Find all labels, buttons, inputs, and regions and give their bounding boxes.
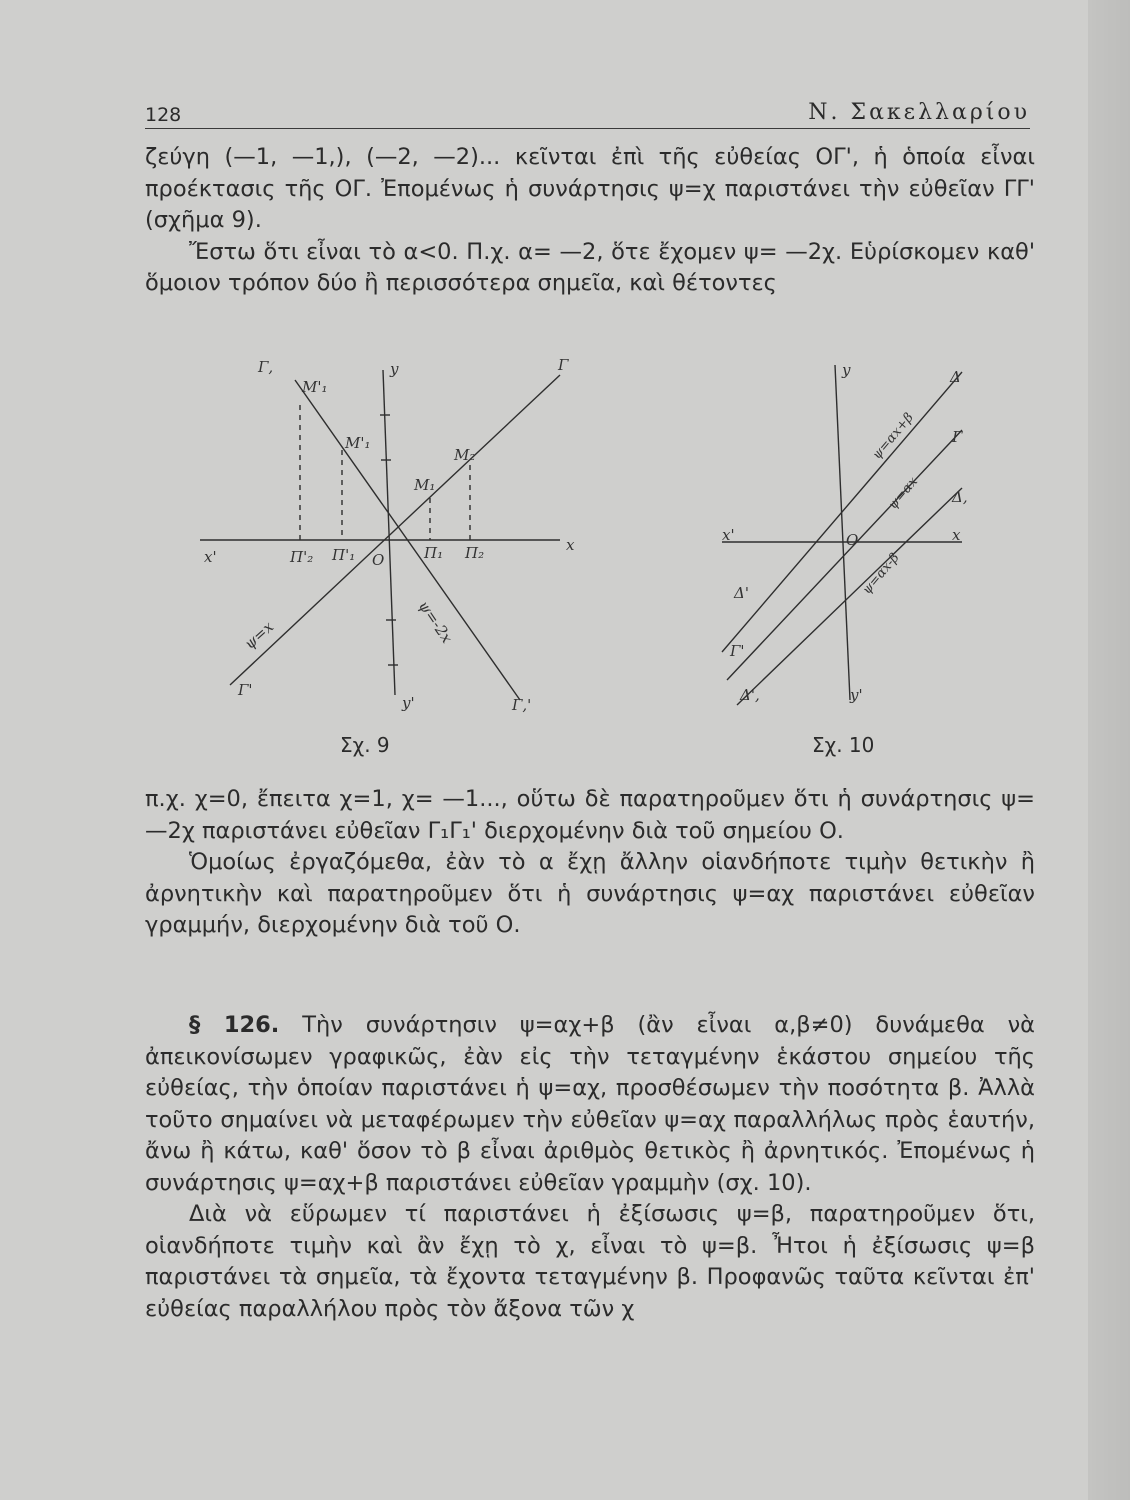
label-line-ax-minus-b: ψ=αx-β xyxy=(859,550,903,598)
label-origin: O xyxy=(846,531,859,549)
label-m1prime: Μ'₁ xyxy=(345,434,371,452)
label-gamma1-prime: Γ,' xyxy=(512,696,532,714)
label-x: x xyxy=(952,526,961,544)
figure-10-caption: Σχ. 10 xyxy=(812,733,875,757)
line-psi-x xyxy=(230,375,560,685)
label-delta-prime: Δ' xyxy=(734,584,749,602)
paragraph: ζεύγη (—1, —1,), (—2, —2)... κεῖνται ἐπὶ τῆς εὐθείας ΟΓ', ἡ ὁποία εἶναι προέκτασις τῆς ΟΓ. Ἐπομένως ἡ συνάρτησις ψ=χ παριστάνει τὴν εὐθεῖαν ΓΓ' (σχῆμα 9). xyxy=(145,144,1035,233)
section-number: § 126. xyxy=(189,1012,280,1038)
figure-10-diagram xyxy=(712,350,982,720)
label-y: y xyxy=(390,360,399,378)
label-x: x xyxy=(566,536,575,554)
label-x-prime: x' xyxy=(722,526,735,544)
line-ax-plus-b xyxy=(722,372,962,652)
label-p1-prime: Π'₁ xyxy=(332,546,356,564)
page-number: 128 xyxy=(145,104,182,126)
label-m2: Μ₂ xyxy=(454,446,476,464)
section-text: Τὴν συνάρτησιν ψ=αχ+β (ἂν εἶναι α,β≠0) δυνάμεθα νὰ ἀπεικονίσωμεν γραφικῶς, ἐὰν εἰς τὴν τεταγμένην ἑκάστου σημείου τῆς εὐθείας, τὴν ὁποίαν παριστάνει ἡ ψ=αχ, προσθέσωμεν τὴν ποσότητα β. Ἀλλὰ τοῦτο σημαίνει νὰ μεταφέρωμεν τὴν εὐθεῖαν ψ=αχ παραλλήλως πρὸς ἑαυτήν, ἄνω ἢ κάτω, καθ' ὅσον τὸ β εἶναι ἀριθμὸς θετικὸς ἢ ἀρνητικός. Ἐπομένως ἡ συνάρτησις ψ=αχ+β παριστάνει εὐθεῖαν γραμμὴν (σχ. 10). xyxy=(145,1012,1035,1196)
label-p1: Π₁ xyxy=(424,544,444,562)
section-126-paragraph xyxy=(145,1010,1035,1199)
label-delta1: Δ, xyxy=(952,488,968,506)
text-block-middle xyxy=(145,784,1035,942)
figure-9-diagram xyxy=(190,350,590,720)
paragraph: π.χ. χ=0, ἔπειτα χ=1, χ= —1..., οὕτω δὲ παρατηροῦμεν ὅτι ἡ συνάρτησις ψ= —2χ παριστάνει εὐθεῖαν Γ₁Γ₁' διερχομένην διὰ τοῦ σημείου Ο. xyxy=(145,786,1035,844)
figure-9-caption: Σχ. 9 xyxy=(340,733,390,757)
line-ax-minus-b xyxy=(737,488,962,705)
running-head: Ν. Σακελλαρίου xyxy=(808,100,1030,125)
label-x-prime: x' xyxy=(204,548,217,566)
label-m1: Μ₁ xyxy=(414,476,436,494)
label-origin: O xyxy=(372,551,385,569)
label-m1prime-top: Μ'₁ xyxy=(302,378,328,396)
label-p2: Π₂ xyxy=(465,544,485,562)
text-block-top xyxy=(145,142,1035,300)
label-line-ax-plus-b: ψ=αx+β xyxy=(869,410,917,463)
label-y-prime: y' xyxy=(850,686,863,704)
label-gamma-top-right: Γ xyxy=(558,356,569,374)
label-line-psi-x: ψ=x xyxy=(240,617,278,653)
paragraph: Διὰ νὰ εὕρωμεν τί παριστάνει ἡ ἐξίσωσις ψ=β, παρατηροῦμεν ὅτι, οἱανδήποτε τιμὴν καὶ ἂν ἔχῃ τὸ χ, εἶναι τὸ ψ=β. Ἦτοι ἡ ἐξίσωσις ψ=β παριστάνει τὰ σημεῖα, τὰ ἔχοντα τεταγμένην β. Προφανῶς ταῦτα κεῖνται ἐπ' εὐθείας παραλλήλου πρὸς τὸν ἄξονα τῶν χ xyxy=(145,1201,1035,1322)
page-edge xyxy=(1088,0,1130,1500)
label-y: y xyxy=(842,361,851,379)
label-line-psi-minus-2x: ψ=-2x xyxy=(414,597,457,647)
figure-9 xyxy=(190,350,590,720)
label-p2-prime: Π'₂ xyxy=(290,548,314,566)
label-line-ax: ψ=αx xyxy=(885,474,921,513)
label-delta1-prime: Δ', xyxy=(740,686,760,704)
label-gamma-prime-bottom-left: Γ' xyxy=(238,681,253,699)
label-gamma-prime: Γ' xyxy=(730,642,745,660)
label-delta: Δ xyxy=(950,368,961,386)
text-block-bottom xyxy=(145,1010,1035,1325)
label-gamma-top-left: Γ, xyxy=(258,358,274,376)
page-header xyxy=(145,98,1030,129)
line-ax xyxy=(727,430,962,680)
label-y-prime: y' xyxy=(402,694,415,712)
paragraph: Ὁμοίως ἐργαζόμεθα, ἐὰν τὸ α ἔχῃ ἄλλην οἱανδήποτε τιμὴν θετικὴν ἢ ἀρνητικὴν καὶ παρατηροῦμεν ὅτι ἡ συνάρτησις ψ=αχ παριστάνει εὐθεῖαν γραμμήν, διερχομένην διὰ τοῦ Ο. xyxy=(145,849,1035,938)
figure-10 xyxy=(712,350,982,720)
label-gamma: Γ xyxy=(952,428,963,446)
paragraph: Ἔστω ὅτι εἶναι τὸ α<0. Π.χ. α= —2, ὅτε ἔχομεν ψ= —2χ. Εὑρίσκομεν καθ' ὅμοιον τρόπον δύο ἢ περισσότερα σημεῖα, καὶ θέτοντες xyxy=(145,238,1035,296)
